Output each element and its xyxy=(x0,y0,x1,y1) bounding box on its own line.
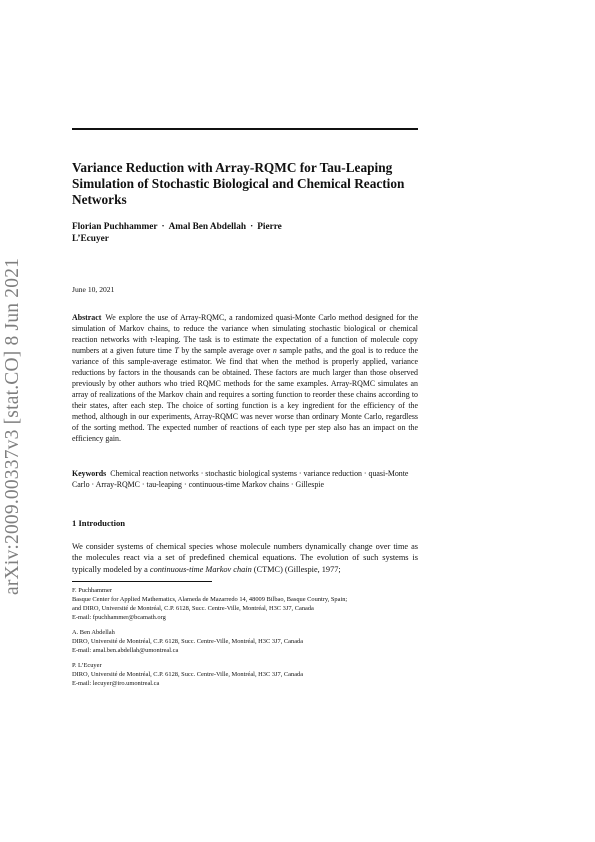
affiliation-email: E-mail: amal.ben.abdellah@umontreal.ca xyxy=(72,647,179,654)
keywords xyxy=(72,468,418,490)
author-name: Florian Puchhammer xyxy=(72,222,158,232)
intro-emphasis: continuous-time Markov chain xyxy=(149,564,252,574)
affiliation-block xyxy=(72,586,418,622)
author-affiliations xyxy=(72,586,418,694)
affiliation-line: A. Ben Abdellah xyxy=(72,629,115,636)
abstract-text: -leaping. The task is to estimate the expectation of a function of molecule copy numbers at a given future time xyxy=(72,335,418,355)
paper-title: Variance Reduction with Array-RQMC for Tau-Leaping Simulation of Stochastic Biological and Chemical Reaction Networks xyxy=(72,160,405,207)
section-heading-introduction: 1 Introduction xyxy=(72,518,126,528)
affiliation-line: Basque Center for Applied Mathematics, Alameda de Mazarredo 14, 48009 Bilbao, Basque Country, Spain; xyxy=(72,596,348,603)
abstract-text: by the sample average over xyxy=(178,346,273,355)
affiliation-line: and DIRO, Université de Montréal, C.P. 6128, Succ. Centre-Ville, Montréal, H3C 3J7, Canada xyxy=(72,605,314,612)
author-name: Pierre xyxy=(257,222,282,232)
math-T: T xyxy=(174,346,179,355)
abstract xyxy=(72,312,418,444)
abstract-label: Abstract xyxy=(72,313,102,322)
intro-text: We consider systems of chemical species whose molecule numbers dynamically change over time as the molecules react via a set of predefined chemical equations. The evolution of such systems is typically modeled by a xyxy=(72,542,418,574)
author-name: L’Ecuyer xyxy=(72,234,109,244)
author-list xyxy=(72,221,418,245)
math-tau: τ xyxy=(149,335,153,344)
affiliation-line: DIRO, Université de Montréal, C.P. 6128, Succ. Centre-Ville, Montréal, H3C 3J7, Canada xyxy=(72,671,304,678)
header-rule xyxy=(72,128,418,130)
affiliation-line: P. L’Ecuyer xyxy=(72,662,102,669)
abstract-text: sample paths, and the goal is to reduce the variance of this sample-average estimator. We find that when the method is properly applied, variance reductions by factors in the thousands can be obtained. These factors are much larger than those observed previously by other authors who tried RQMC methods for the same examples. Array-RQMC simulates an array of realizations of the Markov chain and requires a sorting function to reorder these chains according to their states, after each step. The choice of sorting function is a key ingredient for the efficiency of the method, although in our experiments, Array-RQMC was never worse than ordinary Monte Carlo, regardless of the sorting method. The expected number of reactions of each type per step also has an impact on the efficiency gain. xyxy=(72,346,419,443)
author-name: Amal Ben Abdellah xyxy=(168,222,247,232)
publication-date: June 10, 2021 xyxy=(72,285,115,294)
introduction-paragraph xyxy=(72,541,418,575)
math-n: n xyxy=(272,346,277,355)
footnote-rule xyxy=(72,581,212,582)
affiliation-line: DIRO, Université de Montréal, C.P. 6128, Succ. Centre-Ville, Montréal, H3C 3J7, Canada xyxy=(72,638,304,645)
affiliation-email: E-mail: fpuchhammer@bcamath.org xyxy=(72,614,166,621)
affiliation-block xyxy=(72,661,418,688)
affiliation-line: F. Puchhammer xyxy=(72,587,112,594)
author-separator: · xyxy=(161,222,165,232)
keywords-label: Keywords xyxy=(72,469,107,478)
keywords-text: Chemical reaction networks · stochastic biological systems · variance reduction · quasi-Monte Carlo · Array-RQMC · tau-leaping · continuous-time Markov chains · Gillespie xyxy=(72,469,409,489)
affiliation-block xyxy=(72,628,418,655)
intro-text: (CTMC) (Gillespie, 1977; xyxy=(251,564,341,574)
author-separator: · xyxy=(250,222,254,232)
arxiv-identifier: arXiv:2009.00337v3 [stat.CO] 8 Jun 2021 xyxy=(2,257,23,595)
affiliation-email: E-mail: lecuyer@iro.umontreal.ca xyxy=(72,680,160,687)
abstract-text: We explore the use of Array-RQMC, a randomized quasi-Monte Carlo method designed for the simulation of Markov chains, to reduce the variance when simulating stochastic biological or chemical reaction networks with xyxy=(72,313,418,344)
